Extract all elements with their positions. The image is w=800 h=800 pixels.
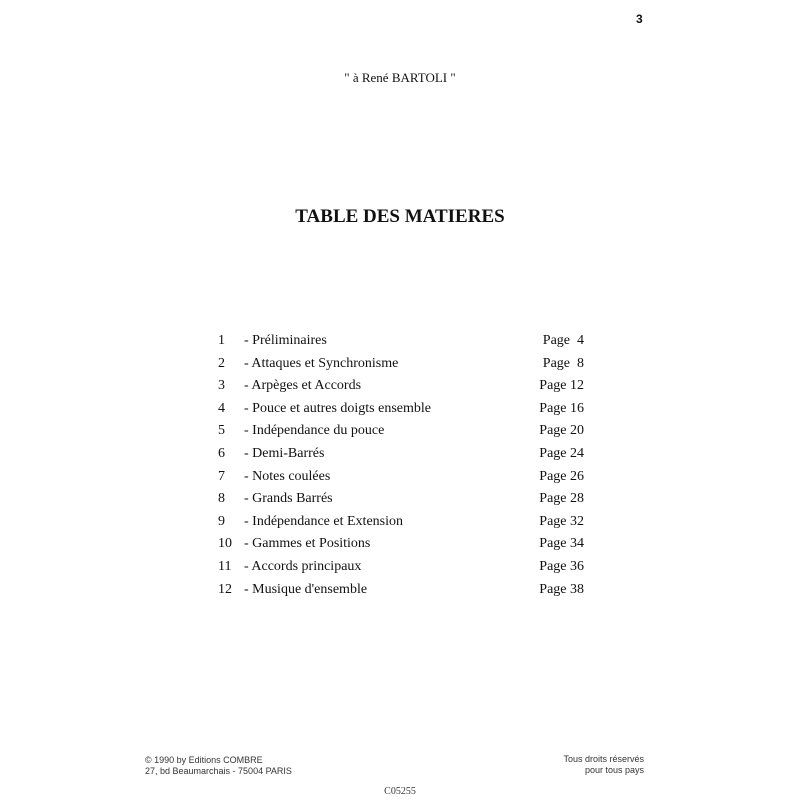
toc-entry[interactable] [218,467,586,490]
toc-entry-number: 5 [218,423,225,439]
copyright-notice [145,755,292,777]
rights-notice [560,754,644,776]
rights-line-2: pour tous pays [584,765,644,775]
page-title: TABLE DES MATIERES [295,206,505,227]
toc-entry[interactable] [218,580,586,603]
toc-entry-number: 8 [218,491,225,507]
toc-entry-page: Page 4 [542,333,584,348]
toc-entry-title: - Indépendance et Extension [244,513,403,529]
toc-entry-number: 12 [218,581,232,597]
toc-entry-page: Page 26 [539,468,584,484]
toc-entry[interactable] [218,354,586,377]
toc-entry[interactable] [218,557,586,580]
rights-line-1: Tous droits réservés [563,754,644,764]
toc-entry[interactable] [218,512,586,535]
toc-entry[interactable] [218,331,586,354]
toc-entry-title: - Grands Barrés [244,491,333,507]
toc-entry-number: 7 [218,468,225,484]
toc-entry-title: - Musique d'ensemble [244,581,368,597]
toc-entry-page: Page 28 [539,491,584,507]
toc-entry[interactable] [218,534,586,557]
toc-entry[interactable] [218,421,586,444]
toc-entry[interactable] [218,444,586,467]
toc-entry[interactable] [218,376,586,399]
copyright-publisher: © 1990 by Editions COMBRE [145,755,263,765]
toc-entry-number: 1 [218,333,225,348]
toc-entry[interactable] [218,399,586,422]
toc-entry-title: - Arpèges et Accords [244,378,362,394]
toc-entry-number: 11 [218,558,232,574]
toc-entry-number: 3 [218,378,225,394]
toc-entry-title: - Préliminaires [244,333,327,348]
dedication: " à René BARTOLI " [344,70,456,85]
toc-entry[interactable] [218,489,586,512]
toc-entry-title: - Gammes et Positions [244,536,371,552]
toc-entry-number: 10 [218,536,232,552]
toc-entry-page: Page 34 [539,536,584,552]
toc-entry-title: - Indépendance du pouce [244,423,385,439]
toc-entry-number: 4 [218,400,225,416]
toc-entry-page: Page 16 [539,400,584,416]
table-of-contents [218,331,586,602]
toc-entry-number: 2 [218,355,225,371]
toc-entry-title: - Attaques et Synchronisme [244,355,399,371]
toc-entry-page: Page 8 [542,355,584,371]
toc-entry-page: Page 12 [539,378,584,394]
toc-entry-page: Page 36 [539,558,584,574]
toc-entry-title: - Pouce et autres doigts ensemble [244,400,432,416]
page-number: 3 [636,12,643,26]
toc-entry-title: - Demi-Barrés [244,445,325,461]
toc-entry-number: 6 [218,445,225,461]
catalog-code: C05255 [384,786,416,797]
toc-entry-page: Page 38 [539,581,584,597]
publisher-address: 27, bd Beaumarchais - 75004 PARIS [145,766,292,776]
toc-entry-title: - Accords principaux [244,558,362,574]
toc-entry-number: 9 [218,513,225,529]
toc-entry-page: Page 20 [539,423,584,439]
toc-entry-page: Page 32 [539,513,584,529]
toc-entry-page: Page 24 [539,445,584,461]
toc-entry-title: - Notes coulées [244,468,331,484]
